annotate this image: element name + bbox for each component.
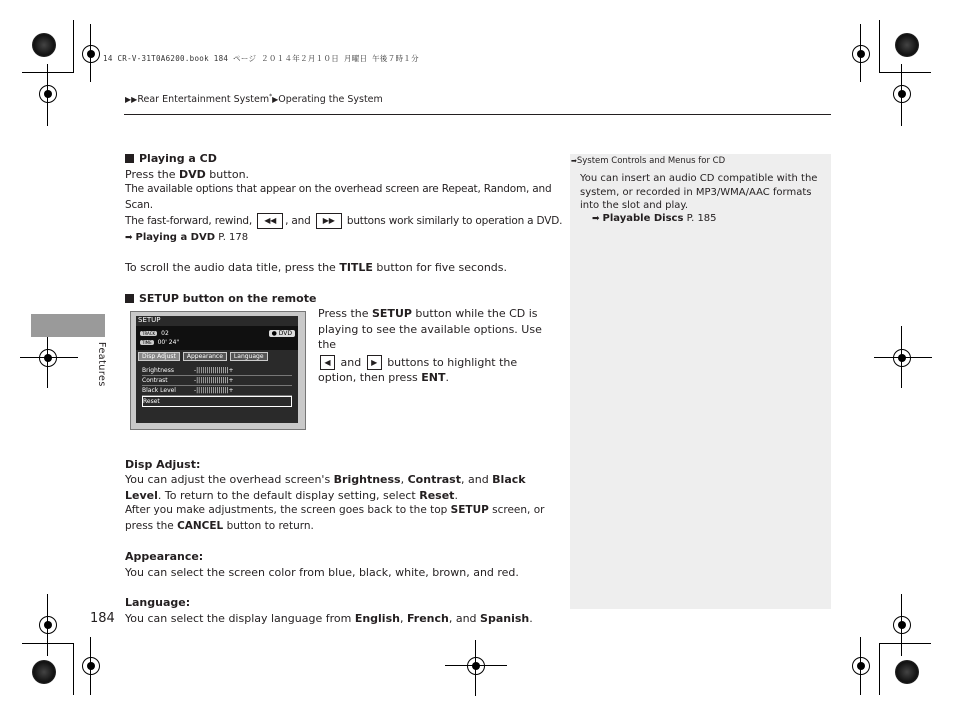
screen-row: Contrast -||||||||||||||||+ [142, 376, 292, 386]
setup-screen-illustration [130, 311, 306, 430]
crop-mark [879, 72, 931, 73]
cross-reference[interactable]: ➡ Playable Discs P. 185 [592, 213, 717, 224]
screen-tabs [138, 352, 268, 361]
breadcrumb-asterisk: * [269, 93, 273, 100]
registration-target [893, 85, 911, 103]
screen-tab-disp-adjust: Disp Adjust [138, 352, 180, 361]
crop-mark [22, 643, 74, 644]
rewind-icon: ◀◀ [257, 213, 283, 229]
breadcrumb-part-2[interactable]: Operating the System [278, 94, 383, 106]
page-number: 184 [90, 611, 115, 626]
section-heading [125, 151, 565, 167]
subheading: Disp Adjust: [125, 457, 201, 471]
screen-title: SETUP [138, 316, 161, 324]
cross-reference[interactable]: ➡ Playing a DVD P. 178 [125, 231, 249, 243]
registration-target [852, 657, 870, 675]
breadcrumb [125, 93, 383, 105]
reference-arrow-icon: ➡ [571, 157, 577, 165]
reference-arrow-icon: ➡ [592, 214, 600, 224]
crop-mark [73, 643, 74, 695]
heading-text: SETUP button on the remote [139, 291, 317, 305]
header-rule [124, 114, 831, 115]
subheading: Appearance: [125, 550, 204, 563]
sidebar-title[interactable]: ➡System Controls and Menus for CD [571, 156, 726, 166]
crop-mark [879, 643, 931, 644]
paragraph: To scroll the audio data title, press the TITLE button for five seconds. [125, 261, 507, 274]
screen-options [142, 366, 292, 407]
paragraph: The available options that appear on the overhead screen are Repeat, Random, and Scan. [125, 183, 552, 211]
registration-target [852, 45, 870, 63]
section-tab [31, 314, 105, 337]
disp-adjust-section: Disp Adjust: You can adjust the overhead screen's Brightness, Contrast, and Black Level. To return to the default display setting, select Reset. After you make adjustments, the screen goes back to the top SETUP screen, or press the CANCEL button to return. [125, 457, 565, 535]
fast-forward-icon: ▶▶ [316, 213, 342, 229]
color-disc [895, 33, 919, 57]
registration-target [39, 349, 57, 367]
color-disc [32, 660, 56, 684]
registration-target [893, 616, 911, 634]
heading-text: Playing a CD [139, 152, 217, 165]
section-label: Features [96, 342, 107, 387]
paragraph: Press the DVD button. [125, 167, 250, 181]
registration-target [82, 45, 100, 63]
registration-target [893, 349, 911, 367]
color-disc [32, 33, 56, 57]
subheading: Language: [125, 596, 191, 609]
screen-tab-appearance: Appearance [183, 352, 227, 361]
crop-mark [73, 20, 74, 72]
right-arrow-icon: ▶ [367, 355, 382, 370]
screen-source-badge: ● DVD [269, 330, 295, 337]
crop-mark [879, 643, 880, 695]
bullet-square-icon [125, 154, 134, 163]
paragraph: The fast-forward, rewind, ◀◀ , and ▶▶ buttons work similarly to operation a DVD. [125, 215, 563, 227]
reference-arrow-icon: ➡ [125, 232, 133, 243]
screen-time: TIME 00' 24" [142, 339, 180, 346]
language-section: Language: You can select the display language from English, French, and Spanish. [125, 595, 565, 626]
breadcrumb-arrow-icon: ▶▶ [125, 95, 138, 105]
bullet-square-icon [125, 294, 134, 303]
registration-target [39, 616, 57, 634]
crop-mark [22, 72, 74, 73]
registration-target [467, 657, 485, 675]
color-disc [895, 660, 919, 684]
print-header: 14 CR-V-31T0A6200.book 184 ページ ２０１４年２月１０日 月曜日 午後７時１分 [103, 54, 419, 63]
sidebar-body: You can insert an audio CD compatible with the system, or recorded in MP3/WMA/AAC formats into the slot and play. [580, 173, 818, 211]
registration-target [82, 657, 100, 675]
paragraph: You can select the screen color from blue, black, white, brown, and red. [125, 565, 519, 579]
screen-track: TRACK 02 [142, 330, 169, 337]
screen-row: Black Level -||||||||||||||||+ [142, 386, 292, 396]
crop-mark [879, 20, 880, 72]
appearance-section [125, 549, 565, 580]
section-heading [125, 291, 565, 307]
breadcrumb-part-1[interactable]: Rear Entertainment System [137, 94, 270, 106]
setup-instructions: Press the SETUP button while the CD is playing to see the available options. Use the ◀ and ▶ buttons to highlight the option, then press ENT. [318, 307, 542, 384]
screen-row: Brightness -||||||||||||||||+ [142, 366, 292, 376]
breadcrumb-arrow-icon: ▶ [272, 95, 279, 105]
screen-tab-language: Language [230, 352, 268, 361]
screen-row: Reset [142, 396, 292, 407]
registration-target [39, 85, 57, 103]
left-arrow-icon: ◀ [320, 355, 335, 370]
